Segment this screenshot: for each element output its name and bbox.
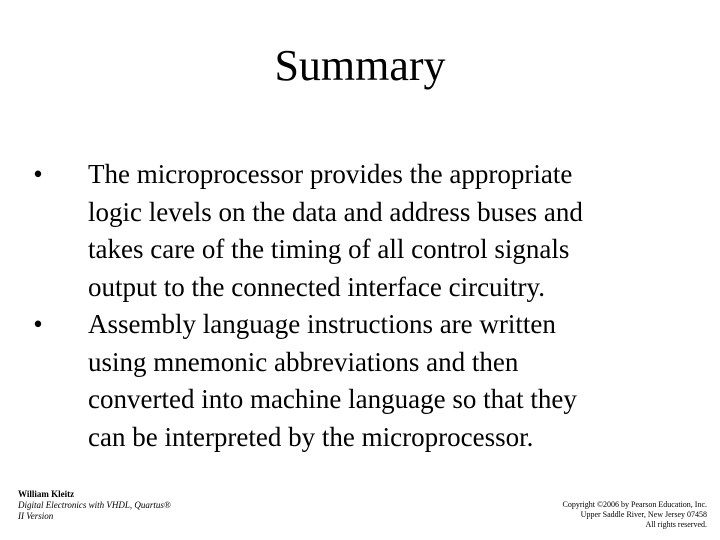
bullet-2-line-4: can be interpreted by the microprocessor.	[88, 421, 534, 452]
footer-book-info	[18, 489, 171, 522]
bullet-2-line-1: Assembly language instructions are written	[88, 309, 556, 339]
bullet-1-line-2: logic levels on the data and address buses and	[88, 196, 583, 227]
bullet-list	[28, 156, 708, 456]
footer-copyright	[563, 500, 708, 530]
bullet-1-line-3: takes care of the timing of all control signals	[88, 234, 570, 264]
bullet-item-1	[28, 156, 708, 306]
bullet-icon: •	[33, 309, 43, 339]
bullet-item-2	[28, 306, 708, 456]
bullet-2-line-3: converted into machine language so that they	[88, 384, 577, 414]
bullet-2-line-2: using mnemonic abbreviations and then	[88, 346, 519, 377]
bullet-1-line-1: The microprocessor provides the appropriate	[88, 159, 573, 189]
copyright-line-1: Copyright ©2006 by Pearson Education, Inc.	[562, 500, 707, 509]
bullet-1-line-4: output to the connected interface circuitry.	[88, 271, 546, 302]
footer-book-title-line-1: Digital Electronics with VHDL, Quartus®	[18, 500, 171, 510]
copyright-line-3: All rights reserved.	[645, 520, 707, 529]
bullet-icon: •	[33, 159, 43, 189]
footer-book-title-line-2: II Version	[18, 511, 54, 521]
slide-title: Summary	[274, 41, 446, 90]
copyright-line-2: Upper Saddle River, New Jersey 07458	[580, 510, 707, 519]
footer-author: William Kleitz	[18, 489, 75, 499]
